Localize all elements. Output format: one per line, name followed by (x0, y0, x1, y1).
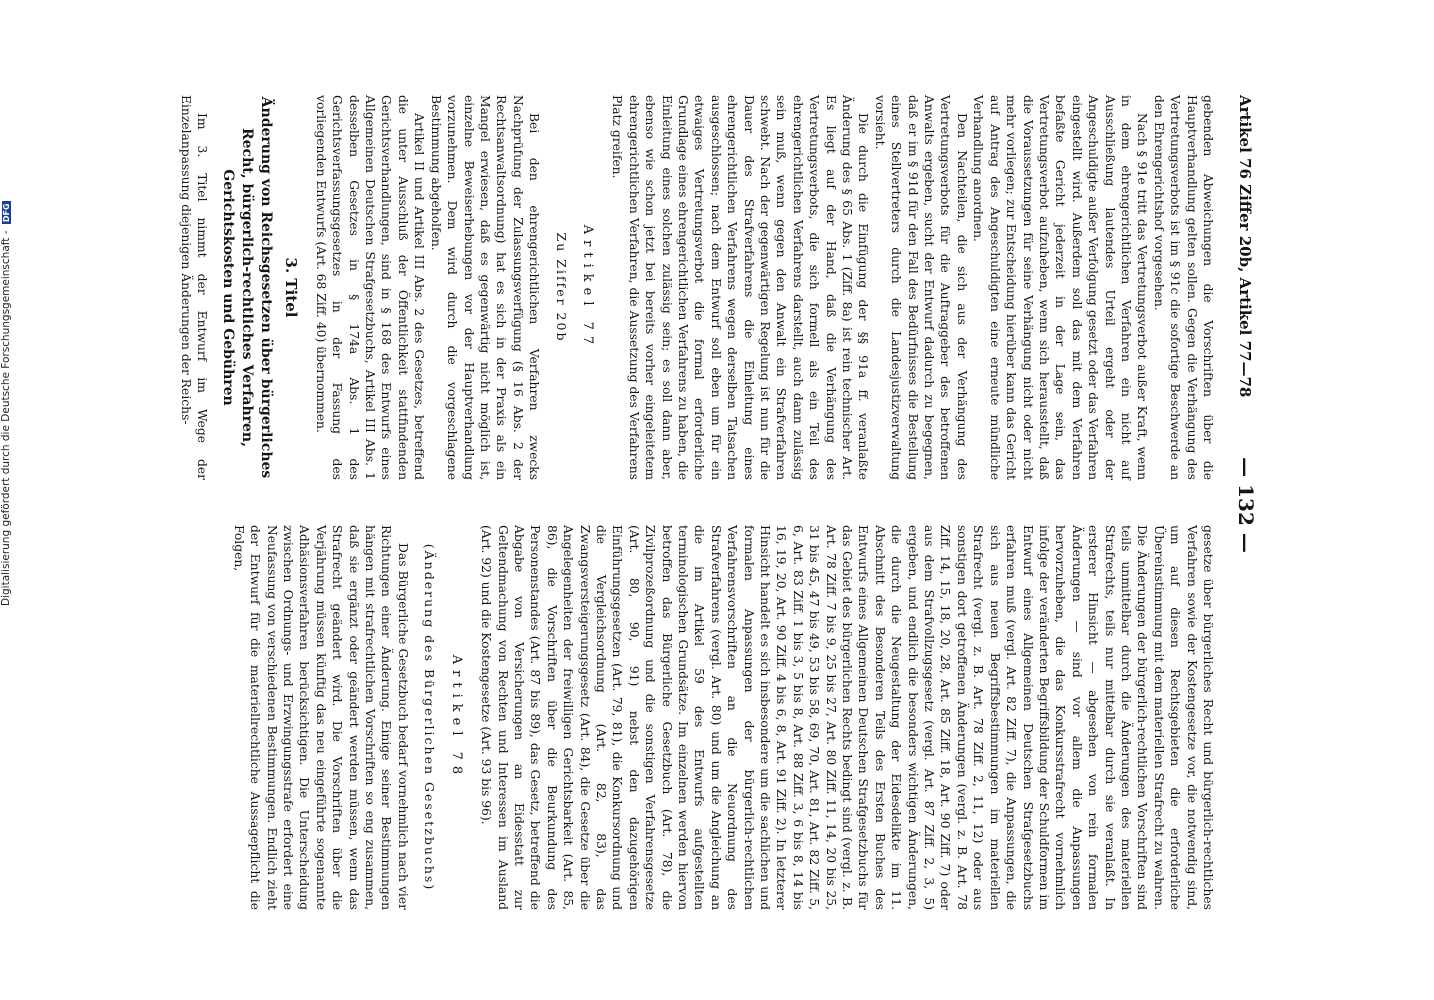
paragraph: Bei den ehrengerichtlichen Verfahren zwecks Nachprüfung der Zulassungsverfügung (§ 16 Abs. 2 der Rechtsanwaltsordnung) hat es sich in der Praxis als ein Mangel erwiesen, daß es gegenwärtig nicht möglich ist, einzelne Beweiserhebungen vor der Hauptverhandlung vorzunehmen. Dem wird durch die vorgeschlagene Bestimmung abgeholfen. (428, 95, 542, 480)
article-78-subheading: (Änderung des Bürgerlichen Gesetzbuchs) (422, 543, 438, 892)
paragraph: gebenden Abweichungen die Vorschriften über die Hauptverhandlung gelten sollen. Gegen die Verhängung des Vertretungsverbots ist im § 91c die sofortige Beschwerde an den Ehrengerichtshof vorgesehen. (1151, 95, 1215, 480)
ziffer-heading: Zu Ziffer 20b (553, 232, 569, 343)
paragraph: Nach § 91e tritt das Vertretungsverbot außer Kraft, wenn in dem ehrengerichtlichen Verfahren ein nicht auf Ausschließung lautendes Urteil ergeht oder der Angeschuldigte außer Verfolgung gesetzt oder das Verfahren eingestellt wird. Außerdem soll das mit dem Verfahren befaßte Gericht jederzeit in der Lage sein, das Vertretungsverbot aufzuheben, wenn sich herausstellt, daß die Voraussetzungen für seine Verhängung nicht oder nicht mehr vorliegen; zur Entscheidung hierüber kann das Gericht auf Antrag des Angeschuldigten eine erneute mündliche Verhandlung anordnen. (971, 95, 1150, 480)
paragraph: gesetze über bürgerliches Recht und bürgerlich-rechtliches Verfahren sowie der Kostengesetze vor, die notwendig sind, um auf diesen Rechtsgebieten die erforderliche Übereinstimmung mit dem materiellen Strafrecht zu wahren. Die Änderungen der bürgerlich-rechtlichen Vorschriften sind teils unmittelbar durch die Änderungen des materiellen Strafrechts, teils nur mittelbar durch sie veranlaßt. In ersterer Hinsicht — abgesehen von rein formalen Änderungen — sind vor allem die Anpassungen hervorzuheben, die das Konkursstrafrecht vornehmlich infolge der veränderten Begriffsbildung der Schuldformen im Entwurf eines Allgemeinen Deutschen Strafgesetzbuchs erfahren muß (vergl. Art. 82 Ziff. 7), die Anpassungen, die sich aus neuen Begriffsbestimmungen im materiellen Strafrecht (vergl. z. B. Art. 78 Ziff. 2, 11, 12) oder aus sonstigen dort getroffenen Änderungen (vergl. z. B. Art. 78 Ziff. 14, 15, 18, 20, 28, Art. 85 Ziff. 18, Art. 90 Ziff. 7) oder aus dem Strafvollzugsgesetz (vergl. Art. 87 Ziff. 2, 3, 5) ergeben, und endlich die besonders wichtigen Änderungen, die durch die Neugestaltung der Eidesdelikte im 11. Abschnitt des Besonderen Teils des Ersten Buches des Entwurfs eines Allgemeinen Deutschen Strafgesetzbuchs für das Gebiet des bürgerlichen Rechts bedingt sind (vergl. z. B. Art. 78 Ziff. 7 bis 9, 25 bis 27, Art. 80 Ziff. 11, 14, 20 bis 25, 31 bis 45, 47 bis 49, 53 bis 58, 69, 70, Art. 81, Art. 82 Ziff. 5, 6, Art. 83 Ziff. 1 bis 3, 5 bis 8, Art. 88 Ziff. 3, 6 bis 8, 14 bis 16, 19, 20, Art. 90 Ziff. 4 bis 6, 8, Art. 91 Ziff. 2). In letzterer Hinsicht handelt es sich insbesondere um die sachlichen und formalen Anpassungen der bürgerlich-rechtlichen Verfahrensvorschriften an die Neuordnung des Strafverfahrens (vergl. Art. 80) und um die Angleichung an die im Artikel 59 des Entwurfs aufgestellten terminologischen Grundsätze. Im einzelnen werden hiervon betroffen das Bürgerliche Gesetzbuch (Art. 78), die Zivilprozeßordnung und die sonstigen Verfahrensgesetze (Art. 80, 90, 91) nebst den dazugehörigen Einführungsgesetzen (Art. 79, 81), die Konkursordnung und die Vergleichsordnung (Art. 82, 83), das Zwangsversteigerungsgesetz (Art. 84), die Gesetze über die Angelegenheiten der freiwilligen Gerichtsbarkeit (Art. 85, 86), die Vorschriften über die Beurkundung des Personenstandes (Art. 87 bis 89), das Gesetz, betreffend die Abgabe von Versicherungen an Eidesstatt zur Geltendmachung von Rechten und Interessen im Ausland (Art. 92) und die Kostengesetze (Art. 93 bis 96). (479, 525, 1215, 910)
paragraph: Das Bürgerliche Gesetzbuch bedarf vornehmlich nach vier Richtungen einer Änderung. Einige seiner Bestimmungen hängen mit strafrechtlichen Vorschriften so eng zusammen, daß sie ergänzt oder geändert werden müssen, wenn das Strafrecht geändert wird. Die Vorschriften über die Verjährung müssen künftig das neu eingeführte sogenannte Adhäsionsverfahren berücksichtigen. Die Unterscheidung zwischen Ordnungs- und Erzwingungsstrafe erfordert eine Neufassung von verschiedenen Bestimmungen. Endlich zieht der Entwurf für die materiellrechtliche Aussagepflicht die Folgen, (231, 525, 410, 910)
titel-text: Änderung von Reichsgesetzen über bürgerliches Recht, bürgerlich-rechtliches Verfahren, Gerichtskosten und Gebühren (220, 96, 275, 479)
document-page (148, 95, 1258, 915)
rotated-document (148, 95, 1258, 915)
article-78-heading: Artikel 78 (448, 654, 464, 781)
paragraph: Im 3. Titel nimmt der Entwurf im Wege der Einzelanpassung diejenigen Änderungen der Reichs- (179, 95, 210, 480)
digitization-credit (0, 203, 14, 606)
paragraph: Den Nachteilen, die sich aus der Verhängung des Vertretungsverbots für die Auftraggeber des betroffenen Anwalts ergeben, sucht der Entwurf dadurch zu begegnen, daß er im § 91d für den Fall des Bedürfnisses die Bestellung eines Stellvertreters durch die Landesjustizverwaltung vorsieht. (872, 95, 969, 480)
running-head-left: Artikel 76 Ziffer 20b, Artikel 77—78 (1236, 95, 1254, 398)
page-number: — 132 — (1234, 457, 1258, 553)
titel-number: 3. Titel (282, 257, 301, 318)
credit-text: Digitalisierung gefördert durch die Deutsche Forschungsgemeinschaft - (0, 230, 12, 606)
article-77-heading: Artikel 77 (579, 224, 595, 351)
titel-heading (218, 95, 300, 480)
paragraph: Die durch die Einfügung der §§ 91a ff. veranlaßte Änderung des § 65 Abs. 1 (Ziff. 8a) ist rein technischer Art. Es liegt auf der Hand, daß die Verhängung des Vertretungsverbots, die sich formell als ein Teil des ehrengerichtlichen Verfahrens darstellt, auch dann zulässig sein muß, wenn gegen den Anwalt ein Strafverfahren schwebt. Nach der gegenwärtigen Regelung ist nun für die Dauer des Strafverfahrens die Einleitung eines ehrengerichtlichen Verfahrens wegen derselben Tatsachen ausgeschlossen; nach dem Entwurf soll eben um für ein etwaiges Vertretungsverbot die formal erforderliche Grundlage eines ehrengerichtlichen Verfahrens zu haben, die Einleitung eines solchen zulässig sein; es soll dann aber, ebenso wie schon jetzt bei bereits vorher eingeleitetem ehrengerichtlichen Verfahren, die Aussetzung des Verfahrens Platz greifen. (610, 95, 871, 480)
running-head (1224, 95, 1258, 915)
left-column (178, 95, 1216, 480)
right-column (230, 525, 1216, 910)
dfg-logo-icon: DFG (2, 203, 11, 223)
paragraph: Artikel II und Artikel III Abs. 2 des Gesetzes, betreffend die unter Ausschluß der Öffentlichkeit stattfindenden Gerichtsverhandlungen, sind in § 168 des Entwurfs eines Allgemeinen Deutschen Strafgesetzbuchs, Artikel III Abs. 1 desselben Gesetzes in § 174a Abs. 1 des Gerichtsverfassungsgesetzes in der Fassung des vorliegenden Entwurfs (Art. 68 Ziff. 40) übernommen. (313, 95, 427, 480)
